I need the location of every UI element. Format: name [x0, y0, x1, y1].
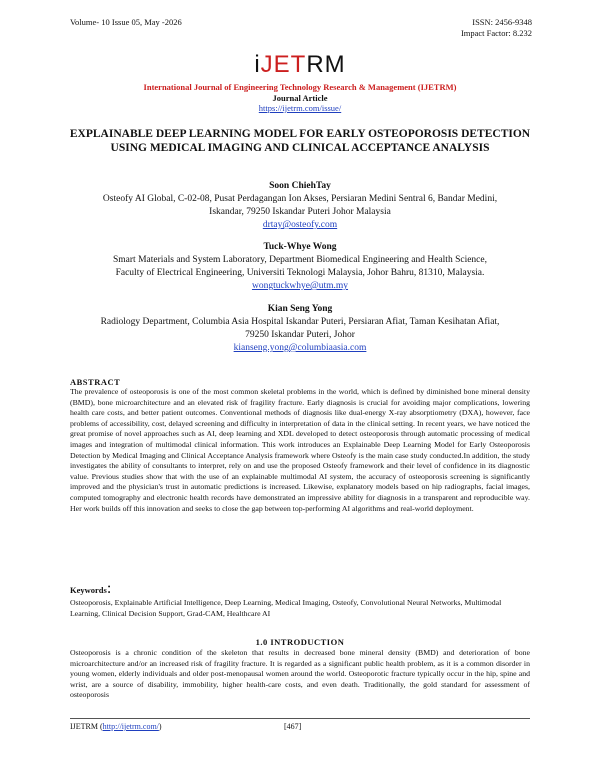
- author-affiliation: Smart Materials and System Laboratory, Department Biomedical Engineering and Health Science,: [113, 255, 487, 265]
- intro-section: [70, 648, 530, 701]
- author-name: Tuck-Whye Wong: [263, 242, 337, 252]
- author-email-link[interactable]: kianseng.yong@columbiaasia.com: [233, 343, 367, 353]
- keywords-text: Osteoporosis, Explainable Artificial Intelligence, Deep Learning, Medical Imaging, Osteofy, Convolutional Neural Networks, Multimodal Learning, Clinical Decision Support, Grad-CAM, Healthcare AI: [70, 598, 502, 618]
- keywords-section: [70, 580, 530, 619]
- keywords-heading-line: Keywords:: [70, 580, 112, 597]
- logo-prefix: i: [254, 51, 261, 78]
- page-number: [467]: [284, 722, 302, 731]
- impact-factor: Impact Factor: 8.232: [460, 28, 532, 38]
- intro-text: Osteoporosis is a chronic condition of the skeleton that results in decreased bone mineral density (BMD) and deterioration of bone microarchitecture and/or an increased risk of fragility fracture. It is regarded as a significant public health problem, as it is a common disorder in young women, elderly individuals and older post-menopausal women around the world. Osteoporotic fracture typically occur in the hip, spine and wrist, are a source of disability, immobility, higher health-care costs, and even death. Traditionally, the gold standard for assessment of osteoporosis: [70, 648, 530, 700]
- footer-divider: [70, 718, 530, 719]
- logo-mid: JET: [260, 51, 307, 78]
- author-affiliation: Radiology Department, Columbia Asia Hospital Iskandar Puteri, Persiaran Afiat, Taman Kesihatan Afiat,: [100, 317, 500, 327]
- author-name: Kian Seng Yong: [267, 304, 333, 314]
- abstract-section: [70, 377, 530, 514]
- author-affiliation: 79250 Iskandar Puteri, Johor: [245, 330, 355, 340]
- volume-info: Volume- 10 Issue 05, May -2026: [70, 17, 182, 27]
- author-name: Soon ChiehTay: [269, 181, 331, 191]
- author-block: [50, 180, 550, 232]
- author-block: [50, 303, 550, 355]
- author-affiliation: Faculty of Electrical Engineering, Universiti Teknologi Malaysia, Johor Bahru, 81310, Malaysia.: [115, 268, 485, 278]
- author-affiliation: Osteofy AI Global, C-02-08, Pusat Perdagangan Ion Akses, Persiaran Medini Sentral 6, Bandar Medini,: [102, 194, 498, 204]
- journal-name: International Journal of Engineering Technology Research & Management (IJETRM): [143, 82, 457, 92]
- author-affiliation: Iskandar, 79250 Iskandar Puteri Johor Malaysia: [209, 207, 391, 217]
- abstract-heading: ABSTRACT: [70, 377, 121, 387]
- issn: ISSN: 2456-9348: [472, 17, 532, 27]
- footer-journal-link[interactable]: http://ijetrm.com/: [102, 722, 159, 731]
- keywords-heading: Keywords: [70, 585, 107, 595]
- issn-block: [461, 17, 532, 39]
- footer-journal: [70, 722, 162, 731]
- journal-url-link[interactable]: https://ijetrm.com/issue/: [258, 103, 342, 113]
- footer-close: ): [158, 722, 162, 731]
- paper-title: EXPLAINABLE DEEP LEARNING MODEL FOR EARLY OSTEOPOROSIS DETECTION USING MEDICAL IMAGING AND CLINICAL ACCEPTANCE ANALYSIS: [69, 128, 531, 154]
- footer-journal-label: IJETRM (: [70, 722, 103, 731]
- author-email-link[interactable]: wongtuckwhye@utm.my: [251, 281, 349, 291]
- logo-suffix: RM: [306, 51, 346, 78]
- author-email-link[interactable]: drtay@osteofy.com: [262, 220, 338, 230]
- author-block: [50, 241, 550, 293]
- journal-logo: [0, 52, 600, 78]
- journal-type: Journal Article: [272, 93, 328, 103]
- abstract-text: The prevalence of osteoporosis is one of the most common skeletal problems in the world, which is defined by diminished bone mineral density (BMD), bone microarchitecture and an elevated risk of fragility fracture. Early diagnosis is crucial for avoiding major complications, lowering health care costs, and better patient outcomes. Conventional methods of diagnosis like dual-energy X-ray absorptiometry (DXA), however, face problems of accessibility, cost, delayed screening and difficulty in interpretation of data in the clinical setting. In recent years, we have noticed the great promise of novel approaches such as AI, deep learning and XDL developed to detect osteoporosis through automatic processing of medical images and integration of multimodal clinical information. This work introduces an Explainable Deep Learning Model for Early Osteoporosis Detection by Medical Imaging and Clinical Acceptance Analysis framework where Osteofy is the main case study conducted.In addition, the study investigates the ability of consultants to interpret, rely on and use the proposed Osteofy framework and their level of confidence in its diagnostic value. Previous studies show that with the use of an explainable multimodal AI system, the accuracy of osteoporosis screening is significantly improved and the physician's trust in automatic predictions is increased. Likewise, explanatory models based on hip radiographs, facial images, computed tomography and electronic health records have demonstrated an impressive ability for diagnosis in a transparent and reproducible way. Her work builds off this innovation and seeks to close the gap between top-performing AI algorithms and real-world deployment.: [70, 387, 530, 513]
- intro-heading: 1.0 INTRODUCTION: [255, 637, 345, 647]
